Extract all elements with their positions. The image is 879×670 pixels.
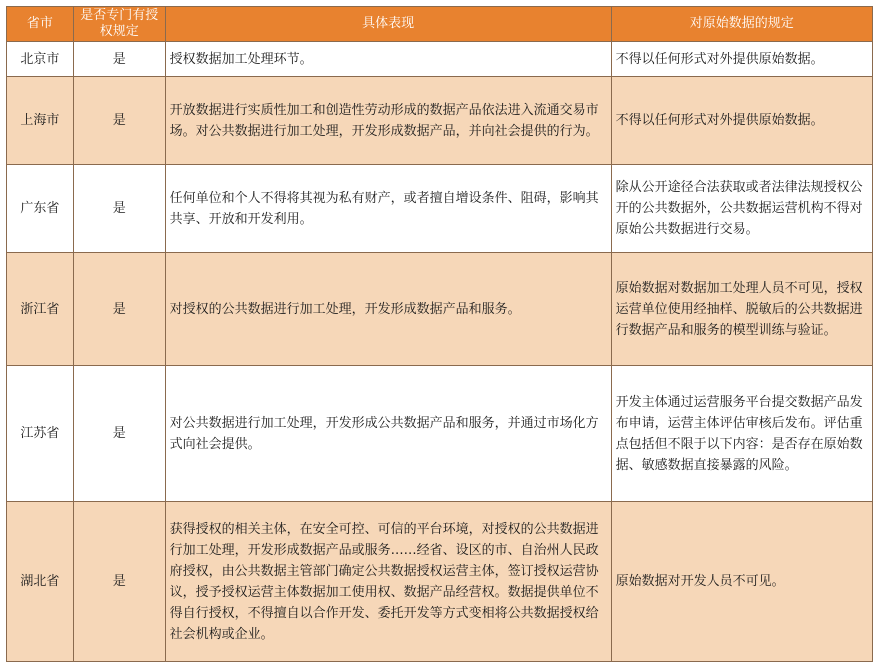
- province-cell: 湖北省: [20, 574, 60, 589]
- header-detail: 具体表现: [165, 7, 611, 41]
- table-row: [7, 252, 872, 365]
- table-row: [7, 164, 872, 252]
- raw-rule-cell: 不得以任何形式对外提供原始数据。: [611, 42, 872, 76]
- has-rule-cell: 是: [73, 502, 165, 661]
- raw-rule-cell: 不得以任何形式对外提供原始数据。: [611, 77, 872, 164]
- has-rule-cell: 是: [73, 366, 165, 501]
- detail-cell: 获得授权的相关主体，在安全可控、可信的平台环境，对授权的公共数据进行加工处理，开发形成数据产品或服务……经省、设区的市、自治州人民政府授权，由公共数据主管部门确定公共数据授权运营主体，签订授权运营协议，授予授权运营主体数据加工使用权、数据产品经营权。数据提供单位不得自行授权，不得擅自以合作开发、委托开发等方式变相将公共数据授权给社会机构或企业。: [165, 502, 611, 661]
- detail-cell: 对公共数据进行加工处理，开发形成公共数据产品和服务，并通过市场化方式向社会提供。: [165, 366, 611, 501]
- data-authorization-table: [6, 6, 873, 662]
- has-rule-cell: 是: [73, 42, 165, 76]
- province-cell: 广东省: [20, 201, 60, 216]
- detail-cell: 授权数据加工处理环节。: [165, 42, 611, 76]
- detail-cell: 对授权的公共数据进行加工处理，开发形成数据产品和服务。: [165, 253, 611, 365]
- detail-cell: 开放数据进行实质性加工和创造性劳动形成的数据产品依法进入流通交易市场。对公共数据进行加工处理，开发形成数据产品，并向社会提供的行为。: [165, 77, 611, 164]
- has-rule-cell: 是: [73, 165, 165, 252]
- province-cell: 浙江省: [20, 301, 60, 317]
- province-cell: 北京市: [20, 51, 60, 67]
- detail-cell: 任何单位和个人不得将其视为私有财产，或者擅自增设条件、阻碍，影响其共享、开放和开发利用。: [165, 165, 611, 252]
- raw-rule-cell: 除从公开途径合法获取或者法律法规授权公开的公共数据外，公共数据运营机构不得对原始公共数据进行交易。: [611, 165, 872, 252]
- raw-rule-cell: 开发主体通过运营服务平台提交数据产品发布申请，运营主体评估审核后发布。评估重点包括但不限于以下内容：是否存在原始数据、敏感数据直接暴露的风险。: [611, 366, 872, 501]
- raw-rule-cell: 原始数据对数据加工处理人员不可见，授权运营单位使用经抽样、脱敏后的公共数据进行数据产品和服务的模型训练与验证。: [611, 253, 872, 365]
- raw-rule-cell: 原始数据对开发人员不可见。: [611, 502, 872, 661]
- province-cell: 上海市: [20, 113, 60, 128]
- table-row: [7, 365, 872, 501]
- table-header-row: [7, 7, 872, 41]
- has-rule-cell: 是: [73, 77, 165, 164]
- table-row: [7, 501, 872, 661]
- table-row: [7, 76, 872, 164]
- header-raw-rule: 对原始数据的规定: [611, 7, 872, 41]
- header-province: 省市: [26, 16, 53, 31]
- province-cell: 江苏省: [20, 426, 60, 441]
- has-rule-cell: 是: [73, 253, 165, 365]
- header-has-rule: 是否专门有授权规定: [73, 7, 165, 41]
- table-row: [7, 41, 872, 76]
